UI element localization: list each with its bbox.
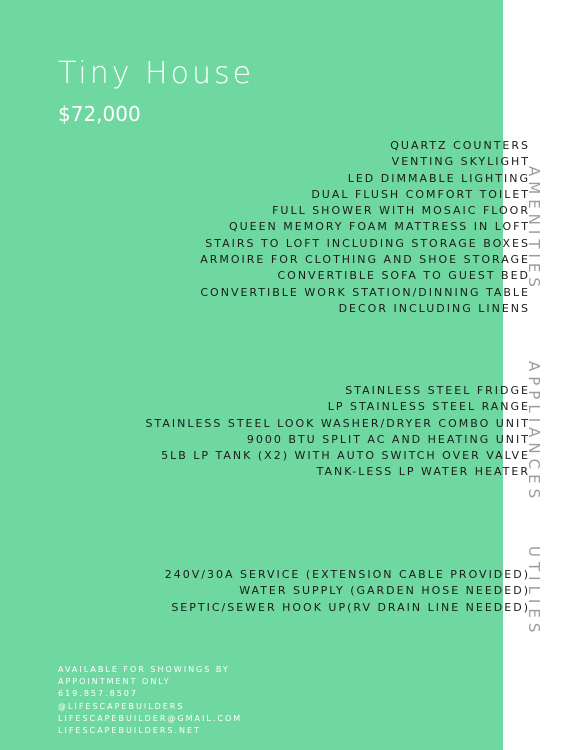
website-url: LIFESCAPEBUILDERS.NET	[58, 726, 201, 736]
page-title: Tiny House	[58, 56, 255, 91]
contact-info	[58, 664, 242, 737]
list-item: 9000 BTU SPLIT AC AND HEATING UNIT	[246, 432, 530, 446]
list-item: DUAL FLUSH COMFORT TOILET	[311, 187, 530, 201]
list-item: LED DIMMABLE LIGHTING	[347, 171, 530, 185]
list-item: STAINLESS STEEL FRIDGE	[345, 384, 530, 397]
email-address: LIFESCAPEBUILDER@GMAIL.COM	[58, 713, 243, 723]
utilities-section-label: UTILIES	[525, 546, 543, 638]
amenities-list	[200, 138, 530, 317]
appliances-section-label: APPLIANCES	[525, 361, 543, 504]
phone-number: 619.857.8507	[58, 689, 138, 699]
list-item: WATER SUPPLY (GARDEN HOSE NEEDED)	[239, 584, 530, 598]
list-item: FULL SHOWER WITH MOSAIC FLOOR	[272, 204, 530, 218]
list-item: DECOR INCLUDING LINENS	[338, 301, 530, 315]
list-item: STAINLESS STEEL LOOK WASHER/DRYER COMBO UNIT	[145, 416, 530, 430]
list-item: 240V/30A SERVICE (EXTENSION CABLE PROVIDED)	[164, 568, 530, 581]
social-handle: @LIFESCAPEBUILDERS	[58, 701, 185, 711]
list-item: QUARTZ COUNTERS	[390, 139, 530, 152]
price: $72,000	[58, 102, 141, 126]
list-item: SEPTIC/SEWER HOOK UP(RV DRAIN LINE NEEDED)	[171, 600, 530, 614]
list-item: TANK-LESS LP WATER HEATER	[316, 465, 530, 479]
list-item: LP STAINLESS STEEL RANGE	[327, 400, 530, 414]
list-item: CONVERTIBLE WORK STATION/DINNING TABLE	[200, 285, 530, 299]
amenities-section-label: AMENITIES	[525, 166, 543, 292]
contact-line: AVAILABLE FOR SHOWINGS BY	[58, 665, 230, 674]
utilities-list	[165, 567, 530, 616]
list-item: ARMOIRE FOR CLOTHING AND SHOE STORAGE	[200, 253, 530, 267]
contact-line: APPOINTMENT ONLY	[58, 677, 171, 687]
list-item: VENTING SKYLIGHT	[391, 155, 530, 169]
list-item: QUEEN MEMORY FOAM MATTRESS IN LOFT	[228, 220, 530, 234]
list-item: CONVERTIBLE SOFA TO GUEST BED	[277, 269, 530, 283]
list-item: 5LB LP TANK (X2) WITH AUTO SWITCH OVER VALVE	[161, 449, 530, 463]
list-item: STAIRS TO LOFT INCLUDING STORAGE BOXES	[205, 236, 530, 250]
appliances-list	[145, 383, 530, 481]
